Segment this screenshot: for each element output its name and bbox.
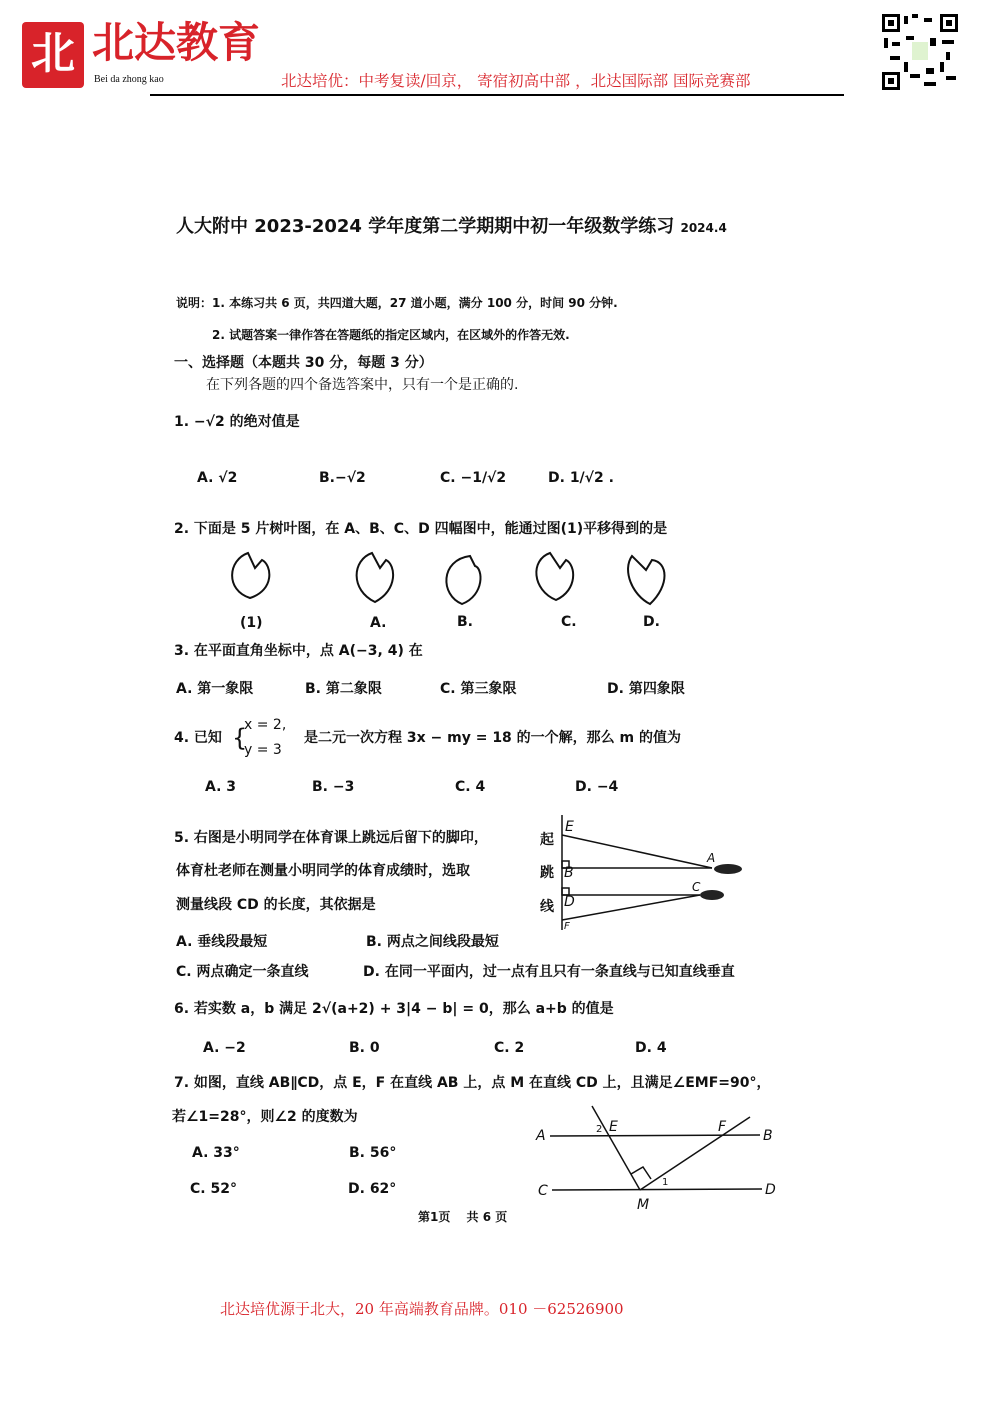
q5-stem-line-3: 测量线段 CD 的长度，其依据是 [176,897,376,913]
q5-stem-line-2: 体育杜老师在测量小明同学的体育成绩时，选取 [176,863,470,879]
q3-option-d: D. 第四象限 [607,681,685,697]
q2-stem: 2. 下面是 5 片树叶图，在 A、B、C、D 四幅图中，能通过图(1)平移得到的是 [174,521,668,537]
q6-option-a: A. −2 [203,1040,246,1056]
q7-option-a: A. 33° [192,1145,240,1161]
q4-option-a: A. 3 [205,779,237,795]
q7-option-b: B. 56° [349,1145,397,1161]
q3-stem: 3. 在平面直角坐标中，点 A(−3, 4) 在 [174,643,423,659]
q3-option-c: C. 第三象限 [440,681,517,697]
q3-option-a: A. 第一象限 [176,681,254,697]
section-title: 一、选择题（本题共 30 分，每题 3 分） [174,355,433,371]
q7-label-a: A [536,1128,546,1144]
logo-subtitle: Bei da zhong kao [94,74,164,85]
q4-option-b: B. −3 [312,779,355,795]
logo-mark: 北 [22,22,84,88]
q5-option-b: B. 两点之间线段最短 [366,934,499,950]
q7-label-angle-1: 1 [662,1177,669,1188]
q7-label-f: F [718,1119,727,1135]
exam-title: 人大附中 2023-2024 学年度第二学期期中初一年级数学练习 2024.4 [176,216,727,237]
note-1: 说明：1. 本练习共 6 页，共四道大题，27 道小题，满分 100 分，时间 90 分钟. [176,296,618,310]
q7-option-c: C. 52° [190,1181,237,1197]
q7-option-d: D. 62° [348,1181,397,1197]
q5-label-xian: 线 [540,899,554,915]
q5-label-tiao: 跳 [540,865,554,881]
q2-label-d: D. [643,614,660,630]
q4-stem-prefix: 4. 已知 [174,730,222,746]
exam-date: 2024.4 [680,221,727,235]
q4-system-x: x = 2, [244,717,287,733]
q6-stem: 6. 若实数 a，b 满足 2√(a+2) + 3|4 − b| = 0，那么 a+b 的值是 [174,1001,614,1017]
page-number: 第1页 共 6 页 [418,1210,508,1224]
q6-option-d: D. 4 [635,1040,667,1056]
q1-option-c: C. −1/√2 [440,470,507,486]
q5-label-e: E [565,819,574,835]
q5-option-a: A. 垂线段最短 [176,934,268,950]
q7-label-b: B [763,1128,773,1144]
q1-option-a: A. √2 [197,470,238,486]
q6-option-b: B. 0 [349,1040,380,1056]
q5-label-qi: 起 [540,832,554,848]
q5-label-a: A [707,851,716,865]
q7-label-e: E [609,1119,618,1135]
q2-label-c: C. [561,614,577,630]
q2-label-b: B. [457,614,473,630]
q5-label-c: C [692,880,701,894]
footer-slogan: 北达培优源于北大，20 年高端教育品牌。010 －62526900 [220,1300,624,1318]
q1-stem: 1. −√2 的绝对值是 [174,414,300,430]
section-desc: 在下列各题的四个备选答案中，只有一个是正确的. [206,377,519,393]
q4-stem-suffix: 是二元一次方程 3x − my = 18 的一个解，那么 m 的值为 [304,730,682,746]
q7-stem-line-1: 7. 如图，直线 AB∥CD，点 E，F 在直线 AB 上，点 M 在直线 CD 上，且满足∠EMF=90°， [174,1075,771,1091]
q5-label-d: D [564,894,575,910]
q2-label-a: A. [370,615,387,631]
q3-option-b: B. 第二象限 [305,681,382,697]
q7-label-d: D [765,1182,776,1198]
q5-label-b: B [564,865,574,881]
q7-label-angle-2: 2 [596,1124,603,1135]
note-2: 2. 试题答案一律作答在答题纸的指定区域内，在区域外的作答无效. [212,328,570,342]
q4-system-y: y = 3 [244,742,282,758]
q4-option-c: C. 4 [455,779,486,795]
q7-label-c: C [538,1183,548,1199]
q7-stem-line-2: 若∠1=28°，则∠2 的度数为 [172,1109,358,1125]
q4-brace: { [232,724,248,752]
q6-option-c: C. 2 [494,1040,525,1056]
q5-option-d: D. 在同一平面内，过一点有且只有一条直线与已知直线垂直 [363,964,735,980]
q5-label-f: F [564,921,570,932]
logo-text: 北达教育 [92,18,261,67]
q1-option-b: B.−√2 [319,470,366,486]
q7-label-m: M [637,1197,650,1213]
q5-option-c: C. 两点确定一条直线 [176,964,309,980]
q4-option-d: D. −4 [575,779,619,795]
header-slogan: 北达培优：中考复读/回京， 寄宿初高中部 ，北达国际部 国际竞赛部 [281,72,751,90]
q5-stem-line-1: 5. 右图是小明同学在体育课上跳远后留下的脚印， [174,830,488,846]
q1-option-d: D. 1/√2 . [548,470,614,486]
q2-label-1: (1) [240,615,263,631]
